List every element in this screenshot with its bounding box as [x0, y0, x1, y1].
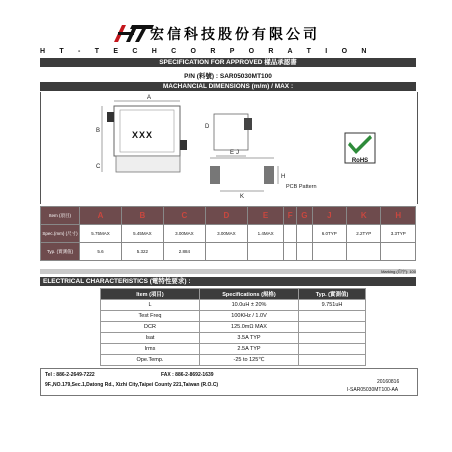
dim-label-c: C — [96, 164, 101, 170]
col-header-j: J — [312, 207, 346, 225]
table-row — [41, 207, 416, 225]
typ-cell — [247, 243, 284, 261]
col-header-d: D — [205, 207, 247, 225]
col-header-f: F — [284, 207, 297, 225]
part-number: P/N (料號) : SAR05030MT100 — [184, 73, 272, 80]
spec-cell: 3.3TYP — [381, 225, 416, 243]
typ-cell — [297, 243, 313, 261]
elec-spec: 100KHz / 1.0V — [200, 311, 299, 322]
electrical-title-bar: ELECTRICAL CHARACTERISTICS (電特性要求) : — [40, 277, 416, 286]
col-header-e: E — [247, 207, 284, 225]
elec-item: L — [101, 300, 200, 311]
table-row — [101, 355, 366, 366]
spec-cell: 2.2TYP — [347, 225, 381, 243]
elec-typ: 9.751uH — [299, 300, 366, 311]
elec-typ — [299, 355, 366, 366]
elec-typ — [299, 344, 366, 355]
rohs-label: RoHS — [351, 158, 369, 164]
row-label-item: Item (項目) — [41, 207, 80, 225]
spec-title-bar: SPECIFICATION FOR APPROVED 樣品承認書 — [40, 58, 416, 67]
typ-cell: 5.6 — [80, 243, 122, 261]
spec-cell: 5.45MAX — [121, 225, 163, 243]
table-row — [101, 289, 366, 300]
table-row — [101, 344, 366, 355]
dimension-spec-table — [40, 206, 416, 261]
col-header-a: A — [80, 207, 122, 225]
elec-spec: 10.0uH ± 20% — [200, 300, 299, 311]
spec-cell — [284, 225, 297, 243]
elec-typ — [299, 311, 366, 322]
footer-doc-no: I-SAR05030MT100-AA — [347, 387, 399, 393]
elec-spec: 3.5A TYP — [200, 333, 299, 344]
dimensions-title-bar: MACHANCIAL DIMENSIONS (m/m) / MAX : — [40, 82, 416, 91]
typ-cell: 5.322 — [121, 243, 163, 261]
marking-note: Marking (印字): 100 — [40, 269, 416, 274]
elec-item: Irms — [101, 344, 200, 355]
table-row — [41, 243, 416, 261]
spec-cell: 3.00MAX — [205, 225, 247, 243]
company-name-en: H T - T E C H C O R P O R A T I O N — [40, 48, 373, 55]
footer-address: 9F.,NO.179,Sec.1,Datong Rd., Xizhi City,Taipei County 221,Taiwan (R.O.C) — [45, 382, 219, 388]
elec-typ — [299, 333, 366, 344]
spec-cell — [297, 225, 313, 243]
table-row — [101, 322, 366, 333]
typ-cell — [381, 243, 416, 261]
elec-spec: -25 to 125℃ — [200, 355, 299, 366]
dim-label-d: D — [205, 124, 210, 130]
spec-cell: 3.00MAX — [163, 225, 205, 243]
spec-cell: 5.75MAX — [80, 225, 122, 243]
row-label-typ: Typ. (實測值) — [41, 243, 80, 261]
col-header-b: B — [121, 207, 163, 225]
company-name-cn: 宏信科技股份有限公司 — [150, 26, 320, 42]
footer-tel: Tel : 886-2-2649-7222 — [45, 372, 95, 378]
elec-item: Test Freq — [101, 311, 200, 322]
footer-date: 20160816 — [377, 379, 400, 385]
dim-label-b: B — [96, 128, 101, 134]
elec-spec: 2.5A TYP — [200, 344, 299, 355]
typ-cell — [205, 243, 247, 261]
spec-cell: 1.4MAX — [247, 225, 284, 243]
elec-header-item: Item (項目) — [101, 289, 200, 300]
ht-logo — [112, 22, 154, 44]
table-row — [41, 225, 416, 243]
typ-cell — [284, 243, 297, 261]
dim-label-e: E — [230, 150, 235, 156]
row-label-spec: Spec.(mm) (尺寸) — [41, 225, 80, 243]
col-header-k: K — [347, 207, 381, 225]
table-row — [101, 333, 366, 344]
elec-header-spec: Specifications (規格) — [200, 289, 299, 300]
col-header-h: H — [381, 207, 416, 225]
elec-header-typ: Typ. (實測值) — [299, 289, 366, 300]
elec-spec: 125.0mΩ MAX — [200, 322, 299, 333]
elec-item: DCR — [101, 322, 200, 333]
footer — [40, 368, 418, 396]
marking-text: XXX — [132, 130, 154, 140]
typ-cell — [312, 243, 346, 261]
footer-fax: FAX : 886-2-8692-1639 — [161, 372, 214, 378]
table-row — [101, 311, 366, 322]
typ-cell — [347, 243, 381, 261]
elec-item: Ope.Temp. — [101, 355, 200, 366]
typ-cell: 2.884 — [163, 243, 205, 261]
pcb-pattern-label: PCB Pattern — [286, 184, 317, 190]
electrical-table — [100, 288, 366, 366]
dim-label-a: A — [147, 95, 152, 101]
dim-label-k: K — [240, 194, 245, 200]
table-row — [101, 300, 366, 311]
col-header-c: C — [163, 207, 205, 225]
elec-item: Isat — [101, 333, 200, 344]
elec-typ — [299, 322, 366, 333]
col-header-g: G — [297, 207, 313, 225]
dim-label-h: H — [281, 174, 286, 180]
spec-cell: 6.0TYP — [312, 225, 346, 243]
dim-label-j: J — [236, 150, 239, 156]
